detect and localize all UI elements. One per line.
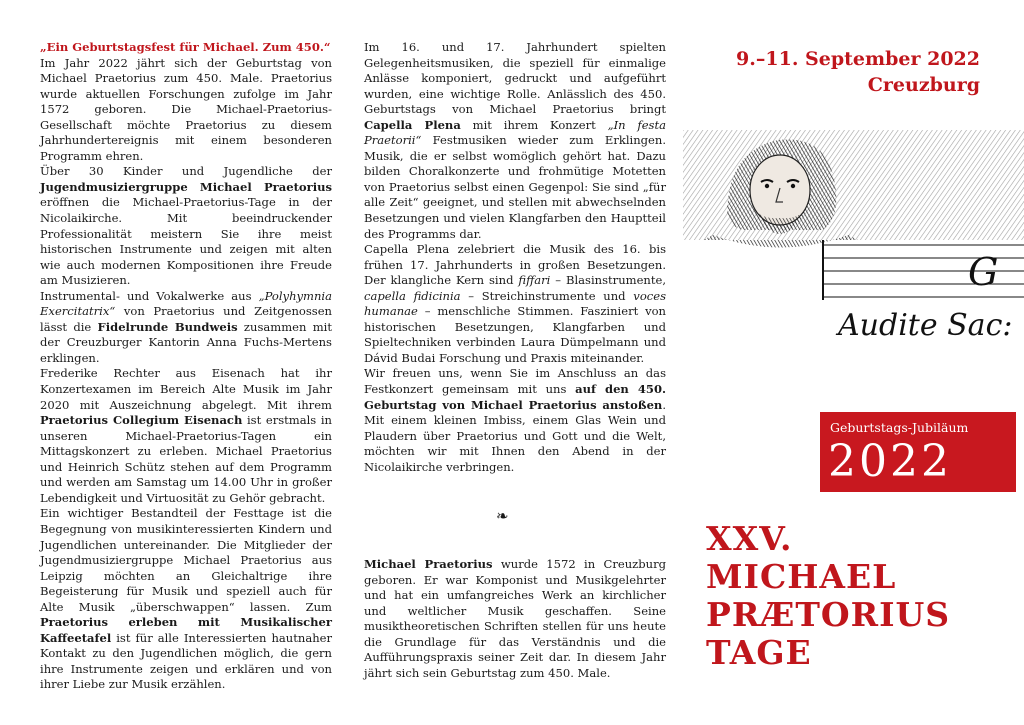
- work-title: „Polyhymnia Exercitatrix“: [40, 288, 332, 319]
- text-run: ist erstmals in unseren Michael-Praetorius-Tagen ein Mittagskonzert zu erleben. Michael Praetorius und Heinrich Schütz stehen auf dem Programm und werden am Samstag um 14.00 Uhr in großer Lebendigkeit und Virtuosität zu Gehör gebracht.: [40, 413, 332, 505]
- text-run: Instrumental- und Vokalwerke aus: [40, 288, 259, 303]
- text-run: mit ihrem Konzert: [460, 117, 608, 132]
- ornament-icon: ❧: [496, 507, 509, 525]
- text-run: Capella Plena zelebriert die Musik des 16. bis frühen 17. Jahrhunderts in großen Besetzungen. Der klangliche Kern sind: [364, 242, 666, 288]
- event-place: Creuzburg: [867, 74, 980, 96]
- title-line: PRÆTORIUS: [706, 595, 951, 634]
- text-run: Wir freuen uns, wenn Sie im Anschluss an das Festkonzert gemeinsam mit uns: [364, 366, 666, 397]
- term: capella fidicinia: [364, 288, 461, 303]
- paragraph: [40, 506, 332, 693]
- text-run: ist für alle Interessierten hautnaher Kontakt zu den Jugendlichen möglich, die gern ihre Instrumente zeigen und erklären und von ihrer Liebe zur Musik erzählen.: [40, 630, 332, 692]
- text-run: von Praetorius und Zeitgenossen lässt die: [40, 304, 332, 334]
- text-run: – Blasinstrumente,: [550, 273, 666, 288]
- term: fiffari: [518, 273, 551, 288]
- highlight-text: auf den 450. Geburtstag von Michael Praetorius anstoßen: [364, 382, 667, 412]
- ensemble-name: Fidelrunde Bundweis: [97, 319, 238, 334]
- text-run: eröffnen die Michael-Praetorius-Tage in der Nicolaikirche. Mit beeindruckender Professionalität meistern Sie ihre meist historischen Instrumente und zeigen mit alten wie auch modernen Kompositionen ihre Freude am Musizieren.: [40, 195, 332, 288]
- paragraph: [364, 242, 666, 366]
- portrait-image: [683, 130, 1024, 350]
- text-run: Frederike Rechter aus Eisenach hat ihr Konzertexamen im Bereich Alte Musik im Jahr 2020 mit Auszeichnung abgelegt. Mit ihrem: [40, 366, 332, 412]
- badge-year: 2022: [828, 436, 952, 487]
- text-run: Über 30 Kinder und Jugendliche der: [40, 164, 332, 179]
- festival-title: [706, 520, 1006, 672]
- composer-name: Michael Praetorius: [364, 557, 493, 571]
- paragraph: [364, 40, 666, 242]
- text-run: wurde 1572 in Creuzburg geboren. Er war Komponist und Musikgelehrter und hat ein umfangreiches Werk an kirchlicher und weltlicher Musik geschaffen. Seine musiktheoretischen Schriften stellen für uns heute die Grundlage für das Verständnis und die Aufführungspraxis seiner Zeit dar. In diesem Jahr jährt sich sein Geburtstag zum 450. Male.: [364, 557, 666, 680]
- paragraph: [40, 289, 332, 367]
- title-line: XXV.: [706, 519, 793, 558]
- text-run: Im 16. und 17. Jahrhundert spielten Gelegenheitsmusiken, die speziell für einmalige Anlässe komponiert, gedruckt und aufgeführt wurden, eine wichtige Rolle. Anlässlich des 450. Geburtstags von Michael Praetorius bringt: [364, 40, 666, 117]
- text-run: – Streichinstrumente und: [460, 288, 634, 303]
- text-run: – menschliche Stimmen. Fasziniert von historischen Besetzungen, Klangfarben und Spieltechniken verbinden Laura Dümpelmann und Dávid Budai Forschung und Praxis miteinander.: [364, 304, 666, 365]
- signature: Audite Sac:: [838, 308, 1013, 343]
- event-name: Praetorius erleben mit Musikalischer Kaffeetafel: [40, 615, 332, 645]
- portrait-engraving: [683, 130, 1024, 350]
- ensemble-name: Capella Plena: [364, 117, 461, 132]
- concert-title: „In festa Praetorii“: [364, 117, 666, 148]
- text-run: . Mit einem kleinen Imbiss, einem Glas Wein und Plaudern über Praetorius und Gott und die Welt, möchten wir mit Ihnen den Abend in der Nicolaikirche verbringen.: [364, 397, 666, 474]
- paragraph: [40, 164, 332, 288]
- text-run: Ein wichtiger Bestandteil der Festtage ist die Begegnung von musikinteressierten Kindern und Jugendlichen untereinander. Die Mitglieder der Jugendmusiziergruppe Michael Praetorius aus Leipzig möchten an Gleichaltrige ihre Begeisterung für Musik und speziell auch für Alte Musik „überschwappen“ lassen. Zum: [40, 506, 332, 614]
- ensemble-name: Jugendmusiziergruppe Michael Praetorius: [40, 179, 332, 194]
- paragraph: [364, 557, 666, 681]
- bio-block: [364, 557, 666, 681]
- clef-icon: G: [968, 250, 999, 294]
- badge-subtitle: Geburtstags-Jubiläum: [830, 420, 969, 435]
- ensemble-name: Praetorius Collegium Eisenach: [40, 413, 243, 428]
- title-line: TAGE: [706, 633, 812, 672]
- paragraph: [40, 366, 332, 506]
- paragraph: Im Jahr 2022 jährt sich der Geburtstag von Michael Praetorius zum 450. Male. Praetorius wurde aktuellen Forschungen zufolge im Jahr 1572 geboren. Die Michael-Praetorius-Gesellschaft möchte Praetorius zu diesem Jahrhundertereignis mit einem besonderen Programm ehren.: [40, 55, 332, 163]
- term: voces humanae: [364, 288, 666, 319]
- left-column: [40, 40, 332, 693]
- middle-column: [364, 40, 666, 475]
- column-headline: „Ein Geburtstagsfest für Michael. Zum 450.“: [40, 40, 331, 54]
- jubilee-badge: [820, 412, 1016, 492]
- text-run: zusammen mit der Creuzburger Kantorin Anna Fuchs-Mertens erklingen.: [40, 319, 332, 365]
- text-run: Festmusiken wieder zum Erklingen. Musik, die er selbst womöglich gehört hat. Dazu bilden Choralkonzerte und frohmütige Motetten von Praetorius selbst einen Gegenpol: Sie sind „für alle Zeit“ geeignet, und stellen mit abwechselnden Besetzungen und vielen Klangfarben den Hauptteil des Programms dar.: [364, 133, 666, 241]
- paragraph: [364, 366, 666, 475]
- event-dates: 9.–11. September 2022: [736, 48, 980, 70]
- title-line: MICHAEL: [706, 557, 897, 596]
